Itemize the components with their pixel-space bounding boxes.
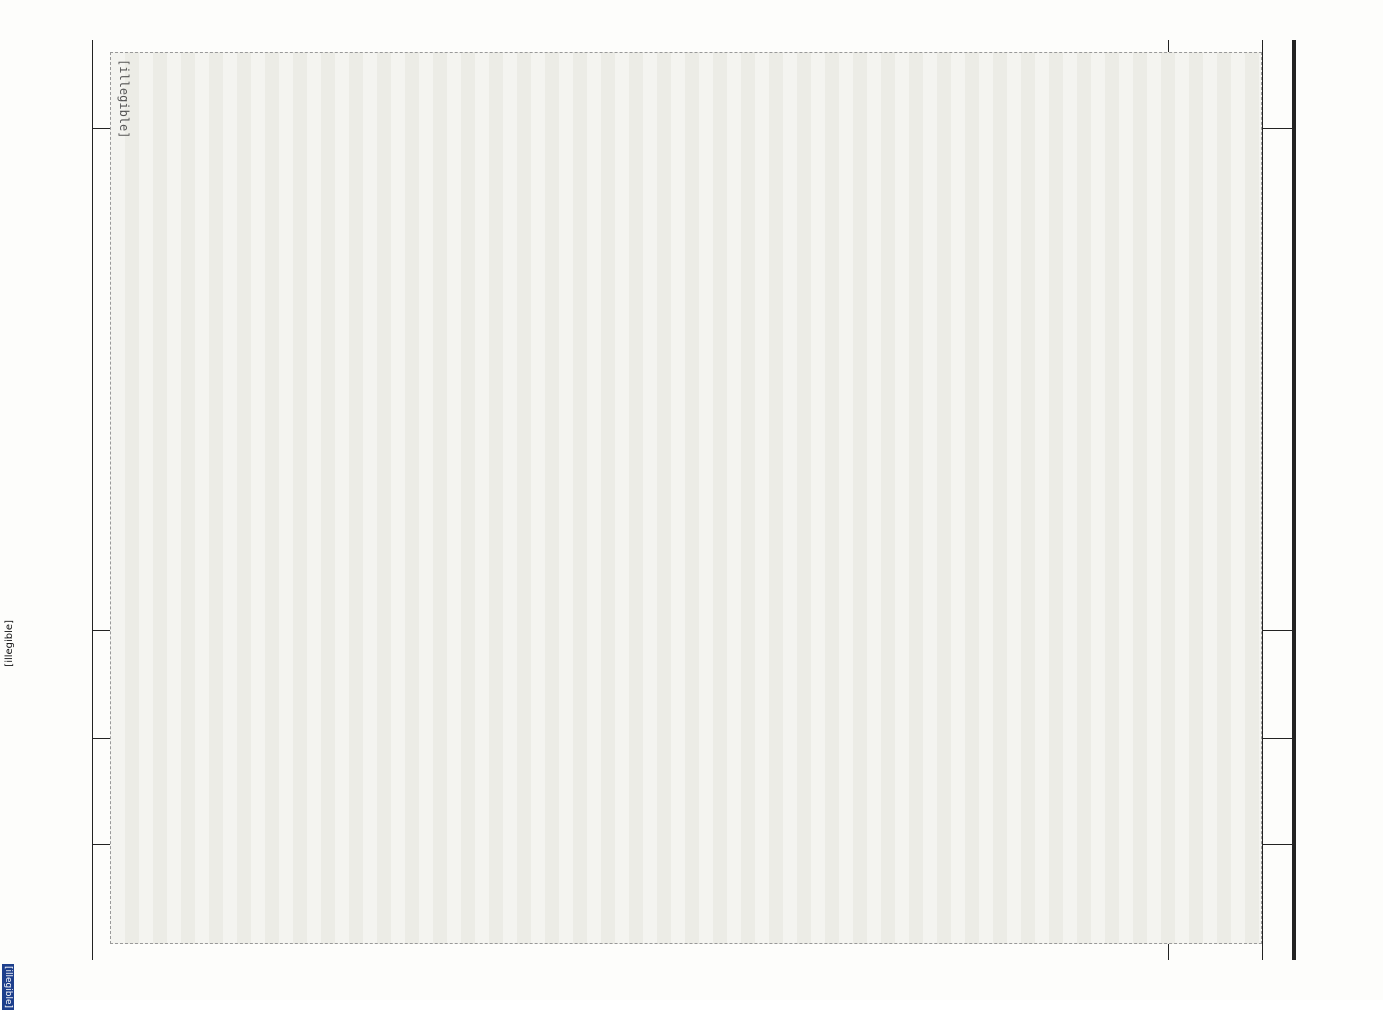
top-heavy-rule: [1292, 40, 1296, 960]
column-number-rule: [1262, 40, 1263, 960]
bottom-rule: [92, 40, 93, 960]
dfg-badge: [illegible]: [3, 966, 13, 1009]
illegible-content-area: [110, 52, 1262, 944]
illegible-label: [illegible]: [117, 59, 131, 139]
digitization-caption: [illegible]: [4, 620, 15, 667]
